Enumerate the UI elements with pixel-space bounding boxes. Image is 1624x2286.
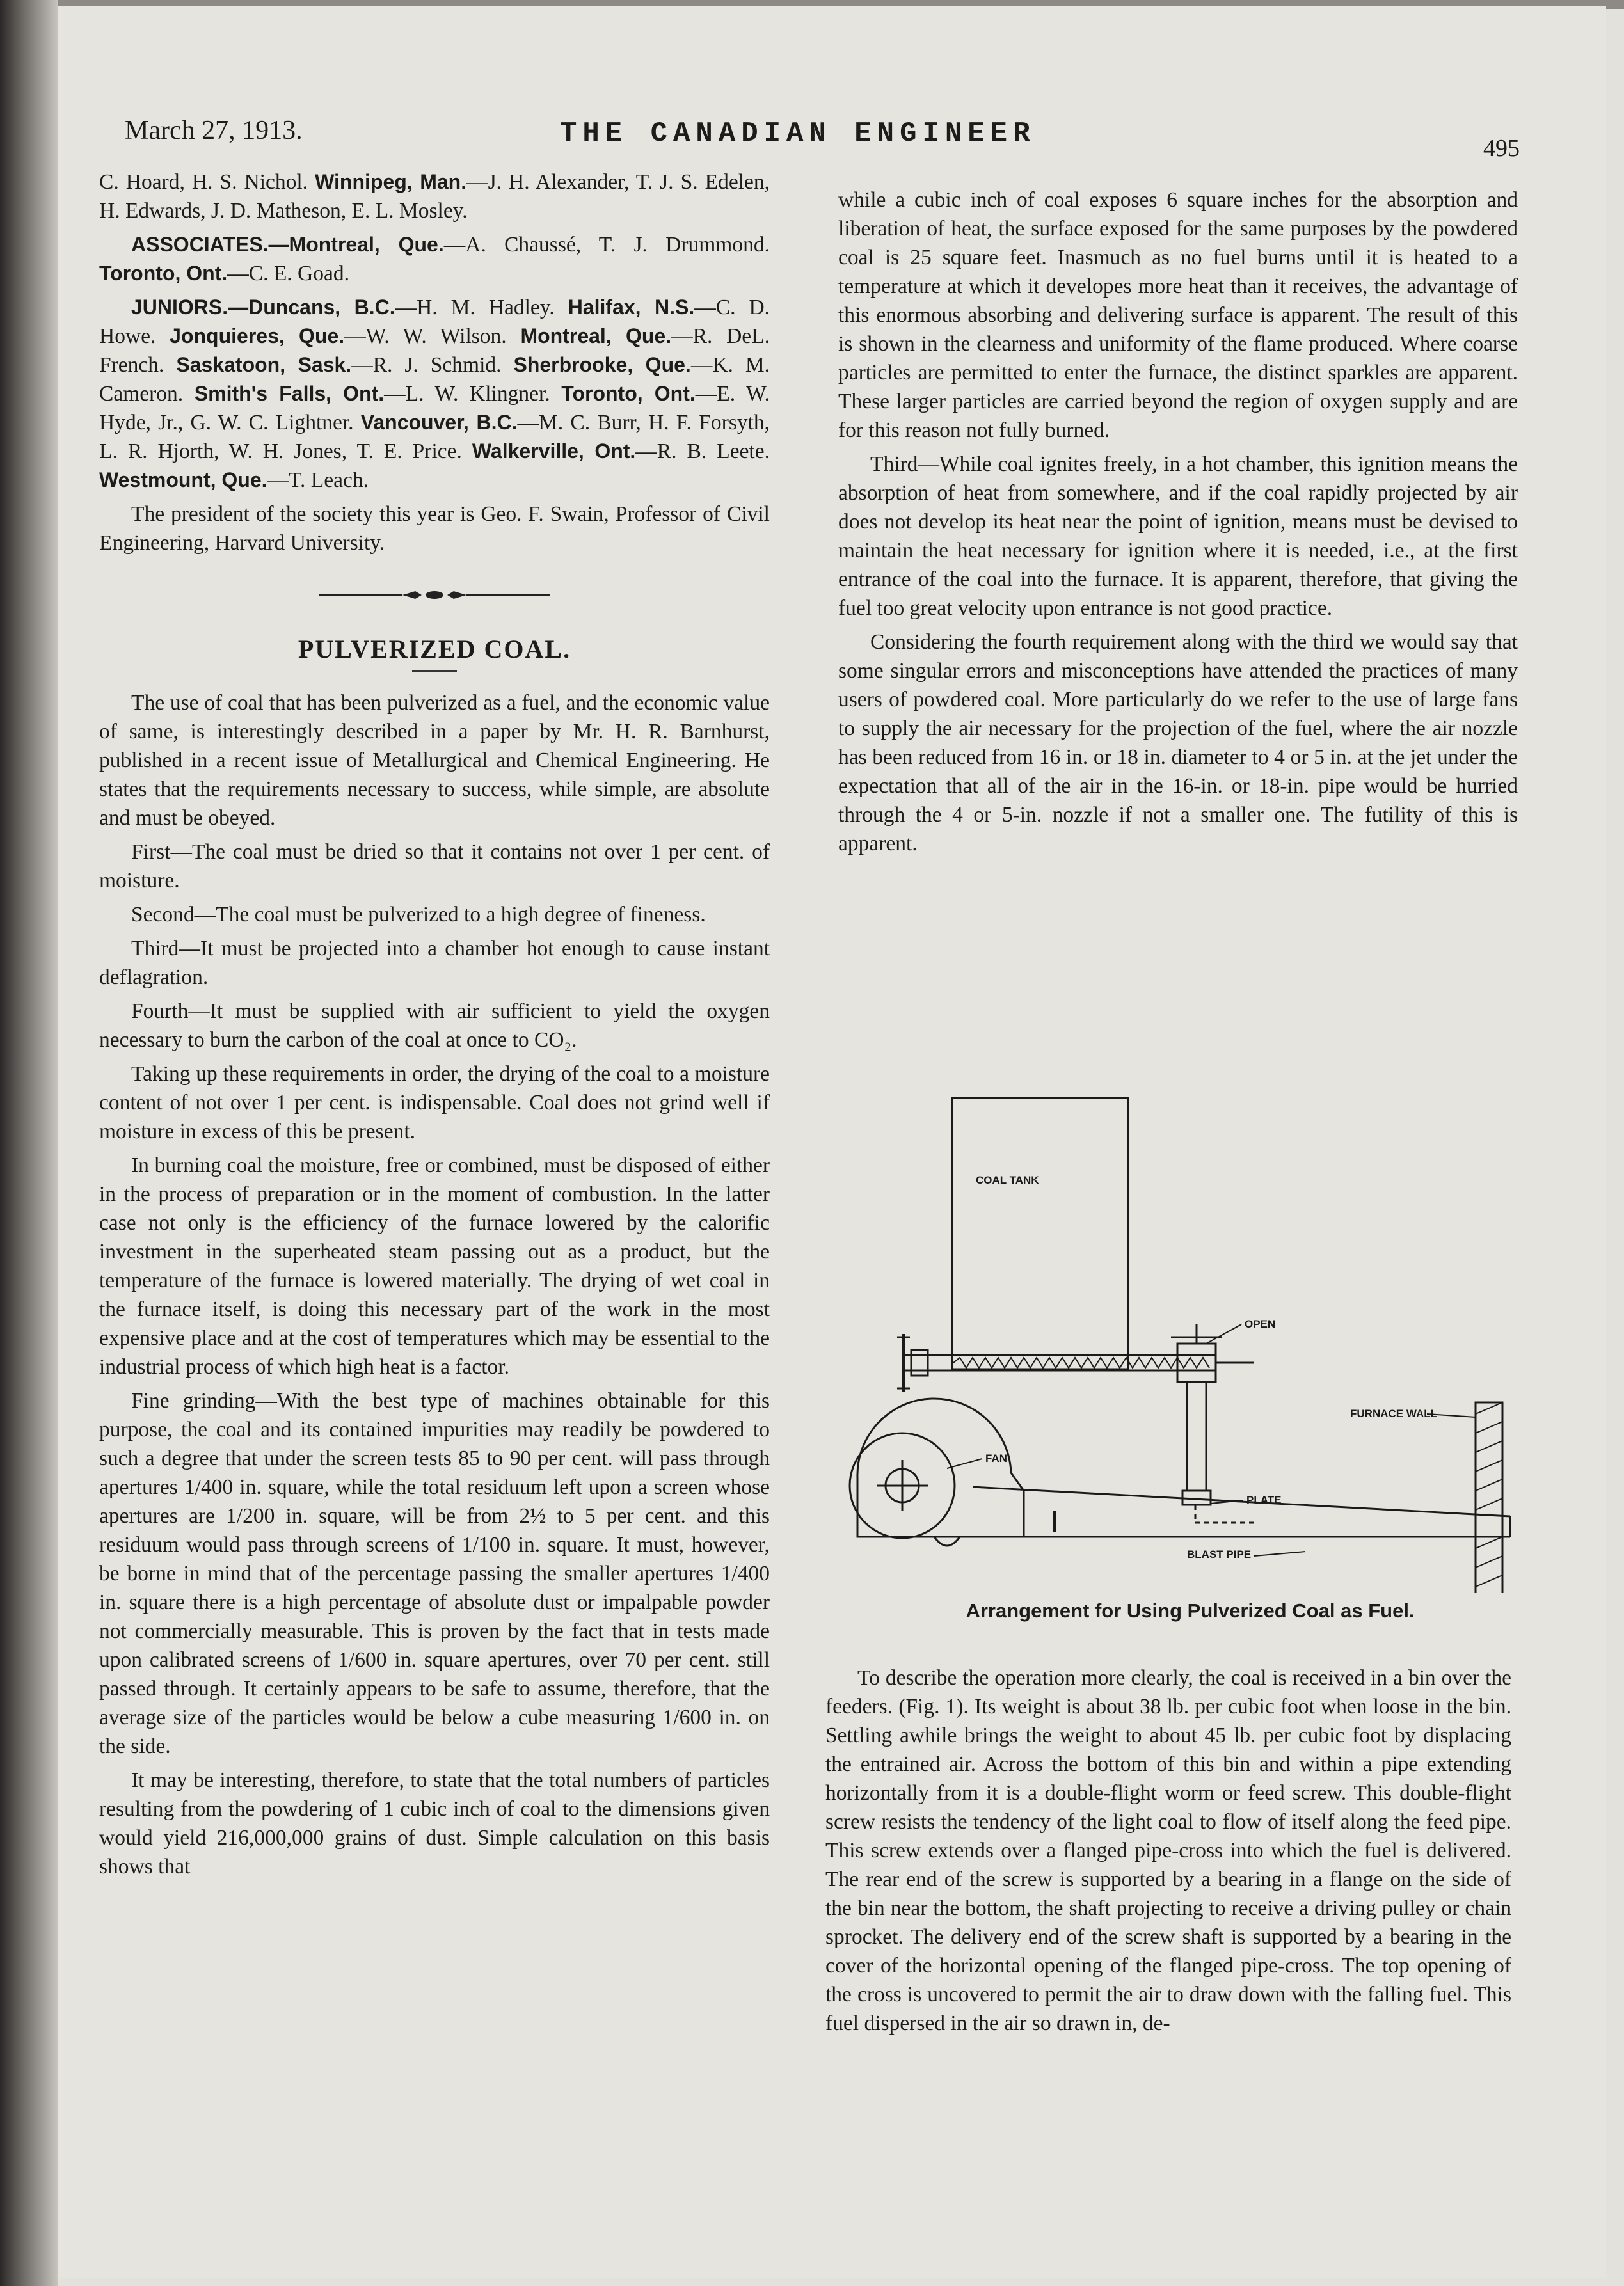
article-title: PULVERIZED COAL. [298,635,571,663]
figure-caption: Arrangement for Using Pulverized Coal as Fuel. [966,1599,1415,1622]
member-list-continued [99,168,770,225]
book-binding [0,0,58,2286]
left-column [99,168,770,1886]
label-open: OPEN [1245,1318,1276,1330]
member-names: —K. M. Cameron. [99,353,770,406]
member-names: —C. D. Howe. [99,296,770,348]
paragraph: Second—The coal must be pulverized to a high degree of fineness. [131,903,706,926]
right-column-top [838,186,1518,863]
member-heading: Winnipeg, Man. [315,170,467,193]
member-heading: Toronto, Ont. [561,382,696,405]
paragraph: To describe the operation more clearly, the coal is received in a bin over the feeders. (Fig. 1). Its weight is about 38 lb. per cubic foot when loose in the bin. Settling awhile brings the weight to about 45 lb. per cubic foot by displacing the entrained air. Across the bottom of this bin and within a pipe extending horizontally from it is a double-flight worm or feed screw. This double-flight screw resists the tendency of the light coal to flow of itself along the feed pipe. This screw extends over a flanged pipe-cross into which the fuel is delivered. The rear end of the screw is supported by a bearing in a flange on the side of the bin near the bottom, the shaft projecting to receive a driving pulley or chain sprocket. The delivery end of the screw shaft is supported by a bearing in the cover of the horizontal opening of the flanged pipe-cross. The top opening of the cross is uncovered to permit the air to draw down with the falling fuel. This fuel dispersed in the air so drawn in, de- [825,1666,1511,2035]
member-names: —R. B. Leete. [635,440,770,463]
header-date: March 27, 1913. [125,116,303,145]
member-list-juniors [99,293,770,495]
member-names: —J. H. Alexander, T. J. S. Edelen, H. Edwards, J. D. Matheson, E. L. Mosley. [99,170,770,223]
member-heading: Jonquieres, Que. [170,324,345,347]
label-fan: FAN [985,1452,1007,1464]
figure-pulverized-coal-arrangement [832,1081,1529,1631]
journal-title: THE CANADIAN ENGINEER [560,118,1036,150]
figure-drawing [832,1081,1529,1593]
paragraph: Third—It must be projected into a chamber hot enough to cause instant deflagration. [99,937,770,989]
member-names: —R. DeL. French. [99,324,770,377]
member-heading: Westmount, Que. [99,468,267,491]
member-names: —T. Leach. [267,468,369,492]
member-heading: Walkerville, Ont. [472,440,636,463]
coal-tank-shape [952,1098,1128,1369]
member-names: —W. W. Wilson. [344,324,521,348]
member-names: —H. M. Hadley. [395,296,568,319]
member-heading: Sherbrooke, Que. [513,353,691,376]
label-coal-tank: COAL TANK [976,1174,1039,1186]
paragraph: while a cubic inch of coal exposes 6 square inches for the absorption and liberation of heat, the surface exposed for the same purposes by the powdered coal is 25 square feet. Inasmuch as no fuel burns until it is heated to a temperature at which it developes more heat than it receives, the advantage of this enormous absorbing and delivering surface is apparent. The result of this is shown in the clearness and uniformity of the flame produced. Where coarse particles are permitted to enter the furnace, the distinct sparkles are apparent. These larger particles are carried beyond the region of oxygen supply and are for this reason not fully burned. [838,188,1518,442]
member-heading: Montreal, Que. [289,233,444,256]
member-heading: Saskatoon, Sask. [176,353,352,376]
member-heading: ASSOCIATES.— [131,233,289,256]
paragraph: In burning coal the moisture, free or combined, must be disposed of either in the process of preparation or in the moment of combustion. In the latter case not only is the efficiency of the furnace lowered by the calorific investment in the superheated steam passing out as a product, but the temperature of the furnace is lowered materially. The drying of wet coal in the furnace itself, is doing this necessary part of the work in the most expensive place and at the cost of temperatures which may be essential to the industrial process of which high heat is a factor. [99,1154,770,1379]
member-list-associates [99,230,770,288]
member-heading: JUNIORS.— [131,296,249,319]
right-column-bottom [825,1663,1511,2043]
member-heading: Toronto, Ont. [99,262,228,285]
page-number: 495 [1483,135,1520,162]
paragraph: Considering the fourth requirement along with the third we would say that some singular errors and misconceptions have attended the practices of many users of powdered coal. More particularly do we refer to the use of large fans to supply the air necessary for the projection of the fuel, where the air nozzle has been reduced from 16 in. or 18 in. diameter to 4 or 5 in. at the jet under the expectation that all of the air in the 16-in. or 18-in. pipe would be hurried through the 4 or 5-in. nozzle if not a smaller one. The futility of this is apparent. [838,630,1518,855]
president-note: The president of the society this year is Geo. F. Swain, Professor of Civil Engineering, Harvard University. [99,502,770,555]
paragraph: Third—While coal ignites freely, in a hot chamber, this ignition means the absorption of heat from somewhere, and if the coal rapidly projected by air does not develop its heat near the point of ignition, means must be devised to maintain the heat necessary for ignition where it is needed, i.e., at the first entrance of the coal into the furnace. It is apparent, therefore, that giving the fuel too great velocity upon entrance is not good practice. [838,452,1518,620]
paragraph: Taking up these requirements in order, the drying of the coal to a moisture content of not over 1 per cent. is indispensable. Coal does not grind well if moisture in excess of this be present. [99,1062,770,1143]
label-furnace-wall: FURNACE WALL [1350,1408,1437,1420]
label-plate: PLATE [1246,1494,1282,1506]
member-heading: Smith's Falls, Ont. [194,382,385,405]
paragraph: The use of coal that has been pulverized as a fuel, and the economic value of same, is interestingly described in a paper by Mr. H. R. Barnhurst, published in a recent issue of Metallurgical and Chemical Engineering. He states that the requirements necessary to success, while simple, are absolute and must be obeyed. [99,691,770,830]
paragraph: It may be interesting, therefore, to state that the total numbers of particles resulting from the powdering of 1 cubic inch of coal to the dimensions given would yield 216,000,000 grains of dust. Simple calculation on this basis shows that [99,1768,770,1878]
member-names: C. Hoard, H. S. Nichol. [99,170,315,194]
member-names: —R. J. Schmid. [351,353,514,377]
running-header [125,109,1520,160]
member-heading: Montreal, Que. [520,324,672,347]
label-blast-pipe: BLAST PIPE [1187,1548,1252,1560]
paragraph: Fourth—It must be supplied with air sufficient to yield the oxygen necessary to burn the carbon of the coal at once to CO₂. [99,999,770,1052]
paragraph: First—The coal must be dried so that it contains not over 1 per cent. of moisture. [99,840,770,893]
paragraph: Fine grinding—With the best type of machines obtainable for this purpose, the coal and its contained impurities may readily be powdered to such a degree that under the screen tests 85 to 90 per cent. will pass through apertures 1/400 in. square, while the total residuum left upon a screen whose apertures are 1/200 in. square, will be from 2½ to 5 per cent. and this residuum would pass through screens of 1/100 in. square. It must, however, be borne in mind that of the percentage passing the smaller apertures 1/400 in. square there is a high percentage of absolute dust or impalpable powder not commercially measurable. This is proven by the fact that in tests made upon calibrated screens of 1/600 in. square apertures, over 70 per cent. still passed through. It certainly appears to be safe to assume, therefore, that the average size of the particles would be below a cube measuring 1/600 in. on the side. [99,1389,770,1758]
title-rule [412,670,457,672]
member-names: —A. Chaussé, T. J. Drummond. [443,233,770,257]
member-heading: Duncans, B.C. [248,296,395,319]
member-heading: Halifax, N.S. [568,296,695,319]
member-names: —C. E. Goad. [227,262,349,285]
member-names: —E. W. Hyde, Jr., G. W. C. Lightner. [99,382,770,434]
section-ornament [99,580,770,609]
member-heading: Vancouver, B.C. [360,411,518,434]
member-names: —M. C. Burr, H. F. Forsyth, L. R. Hjorth, W. H. Jones, T. E. Price. [99,411,770,463]
member-names: —L. W. Klingner. [384,382,562,406]
